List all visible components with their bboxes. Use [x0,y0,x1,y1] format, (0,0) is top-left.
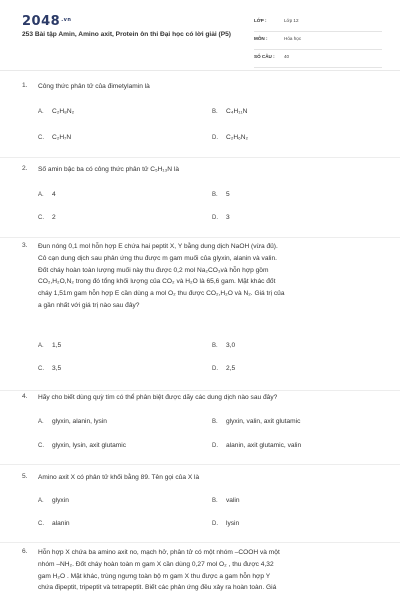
option-label: B. [212,192,218,198]
option-d[interactable] [212,214,230,221]
option-text: C₂H₇N [52,134,72,141]
option-d[interactable] [212,520,239,527]
question-line: nhóm –NH₂. Đốt cháy hoàn toàn m gam X cần dùng 0,27 mol O₂ , thu được 4,32 [38,560,274,568]
document-header [0,0,400,68]
page-title: 253 Bài tập Amin, Amino axit, Protein ôn thi Đại học có lời giải (P5) [22,31,232,38]
option-b[interactable] [212,497,240,504]
option-label: D. [212,443,218,449]
meta-key: LỚP : [254,18,267,23]
option-label: A. [38,498,44,504]
option-a[interactable] [38,191,56,198]
option-label: B. [212,498,218,504]
option-text: 3,5 [52,365,62,372]
question-line: Hỗn hợp X chứa ba amino axit no, mạch hở, phân tử có một nhóm –COOH và một [38,549,280,556]
option-text: glyxin [52,497,69,504]
option-text: glyxin, alanin, lysin [52,418,107,425]
option-label: A. [38,109,44,115]
question-number: 6. [22,548,28,555]
meta-row-class [254,14,382,32]
option-label: B. [212,109,218,115]
option-text: C₄H₁₁N [226,108,248,115]
option-text: glyxin, lysin, axit glutamic [52,442,127,449]
question-text: Số amin bậc ba có công thức phân tử C₅H₁₃N là [38,166,180,173]
option-text: alanin, axit glutamic, valin [226,442,302,449]
option-label: B. [212,343,218,349]
question-line: a gần nhất với giá trị nào sau đây? [38,301,140,309]
question-1 [0,71,400,158]
option-c[interactable] [38,520,70,527]
option-d[interactable] [212,134,248,141]
option-text: glyxin, valin, axit glutamic [226,418,301,425]
question-number: 4. [22,393,28,400]
option-a[interactable] [38,497,69,504]
question-line: gam H₂O . Mặt khác, trùng ngưng toàn bộ m gam X thu được a gam hỗn hợp Y [38,572,271,580]
question-6 [0,542,400,600]
question-line: chứa đipeptit, tripeptit và tetrapeptit. Biết các phản ứng đều xảy ra hoàn toàn. Giá [38,584,277,592]
logo-text: 2048 [22,14,61,29]
option-a[interactable] [38,108,74,115]
option-text: alanin [52,520,70,527]
option-label: D. [212,521,218,527]
option-b[interactable] [212,418,300,425]
question-number: 5. [22,473,28,480]
meta-row-subject [254,32,382,50]
option-label: C. [38,135,44,141]
option-c[interactable] [38,134,71,141]
option-d[interactable] [212,442,301,449]
option-text: 4 [52,191,56,198]
question-text: Amino axit X có phân tử khối bằng 89. Tên gọi của X là [38,474,200,481]
question-line: Cô cạn dung dịch sau phản ứng thu được m gam muối của glyxin, alanin và valin. [38,254,277,262]
option-label: C. [38,443,44,449]
option-text: 3,0 [226,342,236,349]
question-5 [0,464,400,543]
option-c[interactable] [38,365,61,372]
question-text: Công thức phân tử của đimetylamin là [38,83,150,90]
option-label: D. [212,215,218,221]
meta-table [254,14,382,68]
question-text [38,241,378,312]
question-4 [0,390,400,465]
question-line: CO₂,H₂O,N₂ trong đó tổng khối lượng của CO₂ và H₂O là 65,6 gam. Mặt khác đốt [38,278,276,286]
meta-value: Hóa học [284,36,302,41]
option-a[interactable] [38,418,107,425]
option-b[interactable] [212,108,247,115]
option-label: D. [212,366,218,372]
option-label: A. [38,192,44,198]
site-logo[interactable] [22,14,71,29]
option-text: 1,5 [52,342,62,349]
meta-key: SỐ CÂU : [254,54,275,59]
option-c[interactable] [38,442,126,449]
question-text [38,547,378,594]
option-b[interactable] [212,342,235,349]
option-text: C₂H₈N₂ [52,108,75,115]
option-label: C. [38,521,44,527]
question-line: cháy 1,51m gam hỗn hợp E cần dùng a mol O₂ thu được CO₂,H₂O và N₂. Giá trị của [38,290,285,298]
question-line: Đun nóng 0,1 mol hỗn hợp E chứa hai peptit X, Y bằng dung dịch NaOH (vừa đủ). [38,243,278,250]
option-d[interactable] [212,365,235,372]
question-number: 2. [22,165,28,172]
question-line: Đốt cháy hoàn toàn lượng muối này thu được 0,2 mol Na₂CO₃và hỗn hợp gồm [38,266,269,274]
option-text: C₂H₆N₂ [226,134,249,141]
question-2 [0,157,400,238]
meta-row-count [254,50,382,68]
option-text: valin [226,497,240,504]
option-label: B. [212,419,218,425]
meta-value: 40 [284,54,290,59]
option-a[interactable] [38,342,61,349]
option-c[interactable] [38,214,56,221]
question-number: 1. [22,82,28,89]
option-text: 2 [52,214,56,221]
option-text: 5 [226,191,230,198]
option-text: 2,5 [226,365,236,372]
option-text: 3 [226,214,230,221]
option-label: D. [212,135,218,141]
question-text: Hãy cho biết dùng quỳ tím có thể phân biệt được dãy các dung dịch nào sau đây? [38,394,278,401]
option-label: C. [38,366,44,372]
question-3 [0,237,400,391]
logo-suffix: .vn [61,17,72,23]
option-label: C. [38,215,44,221]
meta-key: MÔN : [254,36,268,41]
option-label: A. [38,419,44,425]
option-text: lysin [226,520,240,527]
meta-value: Lớp 12 [284,18,299,23]
option-b[interactable] [212,191,230,198]
question-number: 3. [22,242,28,249]
option-label: A. [38,343,44,349]
